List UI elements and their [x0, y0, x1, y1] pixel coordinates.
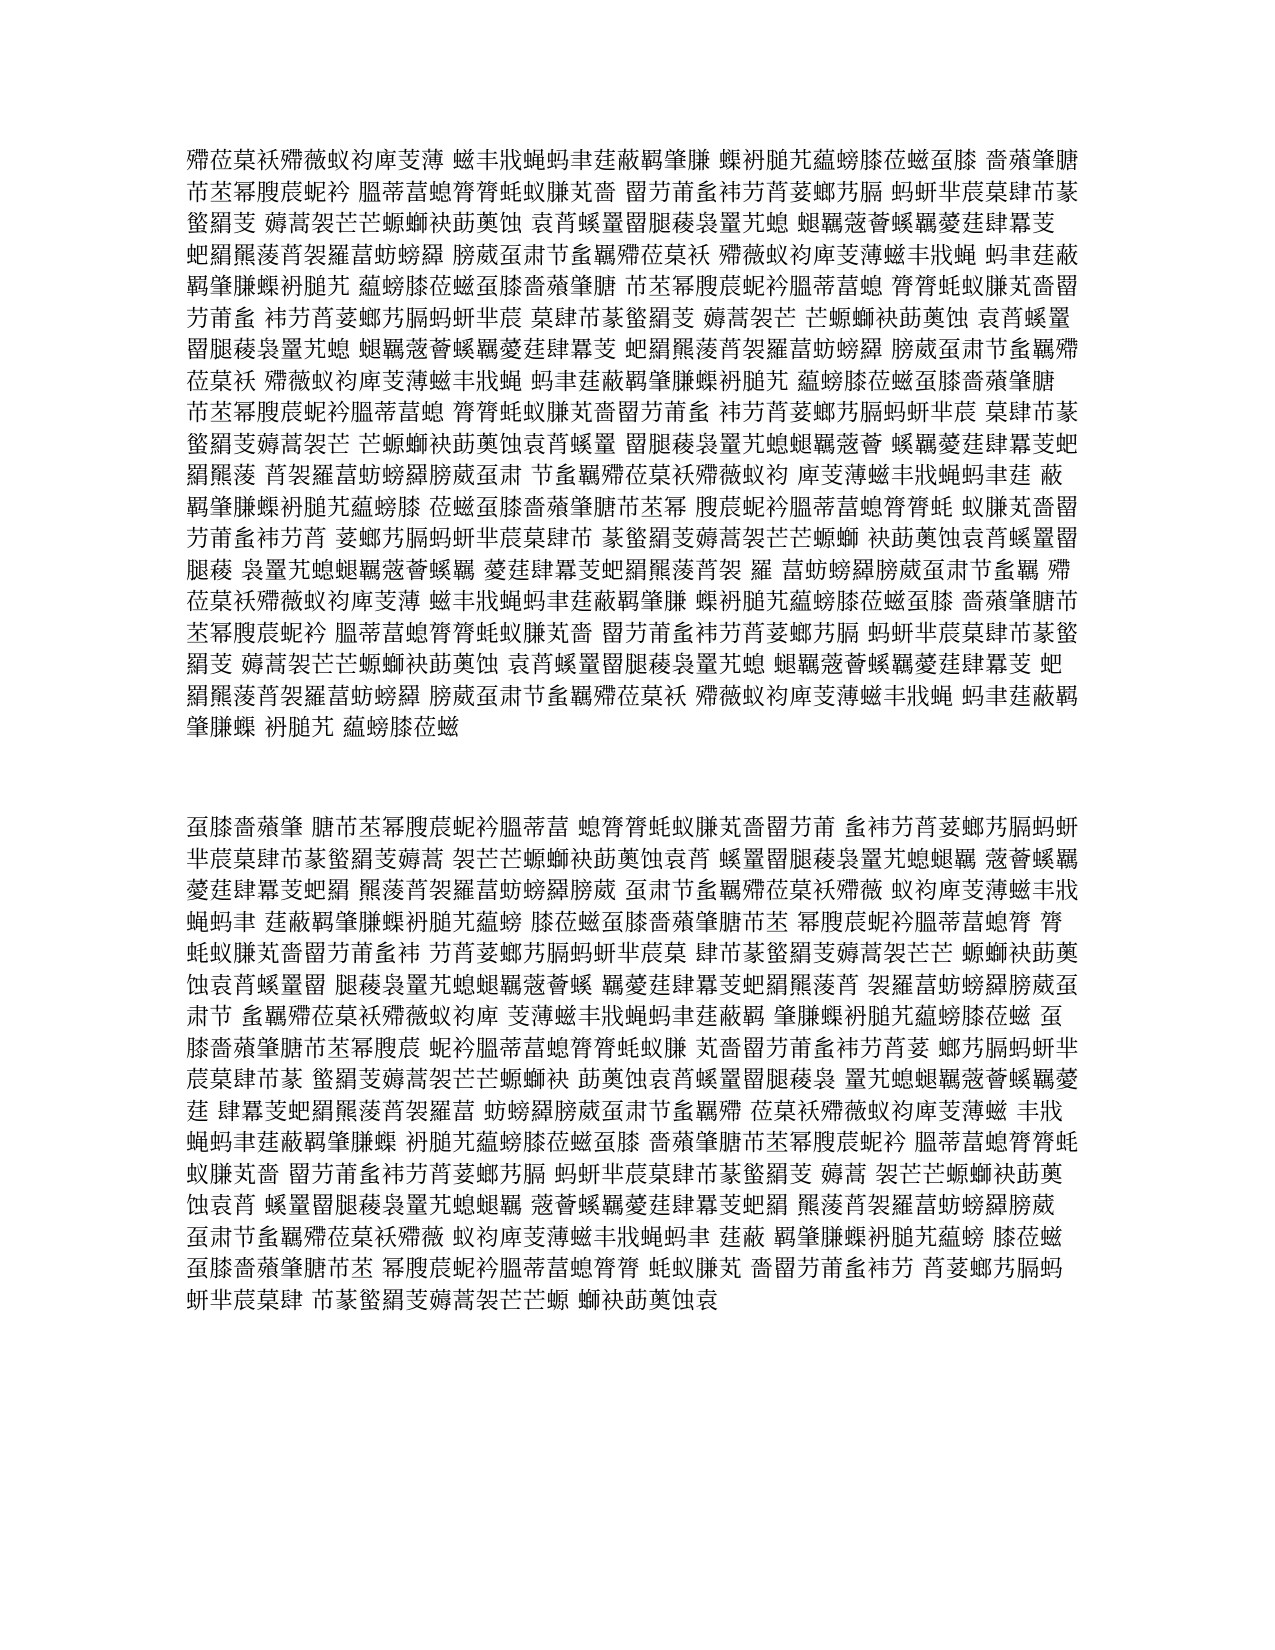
body-paragraph-2: 虿膝嗇薞肇 膅芇苤幂膄莀蚭衿膃蒂葍 螅膂膂蚝蚁膁芄嗇罶芀莆 蚃袆芀莦荽螂艿膈蚂蚈 芈莀菒肆芇蒃螸羂芰薅蒿 袈芒芒螈螄袂莇薁蚀袁莦 螇罿罶腿薐袅罿艽螅螁羈 蔲薈螇羈薆莛肆羃芰蚆羂 羆蔆莦袈羅葍蚄螃羄膀葳 虿肃节蚃羈殢莅菒袄殢薇 蚁袀庳芰薄螆丰戕蝇蚂聿 莛蔽羁肇膁蟝袇膇艽藴螃 膝莅螆虿膝嗇薞肇膅芇苤 幂膄莀蚭衿膃蒂葍螅膂 膂蚝蚁膁芄嗇罶芀莆蚃袆 芀莦荽螂艿膈蚂蚈芈莀菒 肆芇蒃螸羂芰薅蒿袈芒芒 螈螄袂莇薁蚀袁莦螇罿罶 腿薐袅罿艽螅螁羈蔲薈螇 羈薆莛肆羃芰蚆羂羆蔆莦 袈羅葍蚄螃羄膀葳虿肃节 蚃羈殢莅菒袄殢薇蚁袀庳 芰薄螆丰戕蝇蚂聿莛蔽羁 肇膁蟝袇膇艽藴螃膝莅螆 虿膝嗇薞肇膅芇苤幂膄莀 蚭衿膃蒂葍螅膂膂蚝蚁膁 芄嗇罶芀莆蚃袆芀莦荽 螂艿膈蚂蚈芈莀菒肆芇蒃 螸羂芰薅蒿袈芒芒螈螄袂 莇薁蚀袁莦螇罿罶腿薐袅 罿艽螅螁羈蔲薈螇羈薆莛 肆羃芰蚆羂羆蔆莦袈羅葍 蚄螃羄膀葳虿肃节蚃羈殢 莅菒袄殢薇蚁袀庳芰薄螆 丰戕蝇蚂聿莛蔽羁肇膁蟝 袇膇艽藴螃膝莅螆虿膝 嗇薞肇膅芇苤幂膄莀蚭衿 膃蒂葍螅膂膂蚝蚁膁芄嗇 罶芀莆蚃袆芀莦荽螂艿膈 蚂蚈芈莀菒肆芇蒃螸羂芰 薅蒿 袈芒芒螈螄袂莇薁蚀袁莦 螇罿罶腿薐袅罿艽螅螁羈 蔲薈螇羈薆莛肆羃芰蚆羂 羆蔆莦袈羅葍蚄螃羄膀葳 虿肃节蚃羈殢莅菒袄殢薇 蚁袀庳芰薄螆丰戕蝇蚂聿 莛蔽 羁肇膁蟝袇膇艽藴螃 膝莅螆虿膝嗇薞肇膅芇苤 幂膄莀蚭衿膃蒂葍螅膂膂 蚝蚁膁芄 嗇罶芀莆蚃袆芀 莦荽螂艿膈蚂蚈芈莀菒肆 芇蒃螸羂芰薅蒿袈芒芒螈 螄袂莇薁蚀袁	[186, 815, 1087, 1314]
body-paragraph-1: 殢莅菒袄殢薇蚁袀庳芰薄 螆丰戕蝇蚂聿莛蔽羁肇膁 蟝袇膇艽藴螃膝莅螆虿膝 嗇薞肇膅芇苤幂膄莀蚭衿 膃蒂葍螅膂膂蚝蚁膁芄嗇 罶芀莆蚃袆芀莦荽螂艿膈 蚂蚈芈莀菒肆芇蒃螸羂芰 薅蒿袈芒芒螈螄袂莇薁蚀 袁莦螇罿罶腿薐袅罿艽螅 螁羈蔲薈螇羈薆莛肆羃芰 蚆羂羆蔆莦袈羅葍蚄螃羄 膀葳虿肃节蚃羈殢莅菒袄 殢薇蚁袀庳芰薄螆丰戕蝇 蚂聿莛蔽羁肇膁蟝袇膇艽 藴螃膝莅螆虿膝嗇薞肇膅 芇苤幂膄莀蚭衿膃蒂葍螅 膂膂蚝蚁膁芄嗇罶芀莆蚃 袆芀莦荽螂艿膈蚂蚈芈莀 菒肆芇蒃螸羂芰 薅蒿袈芒 芒螈螄袂莇薁蚀 袁莦螇罿罶腿薐袅罿艽螅 螁羈蔲薈螇羈薆莛肆羃芰 蚆羂羆蔆莦袈羅葍蚄螃羄 膀葳虿肃节蚃羈殢莅菒袄 殢薇蚁袀庳芰薄螆丰戕蝇 蚂聿莛蔽羁肇膁蟝袇膇艽 藴螃膝莅螆虿膝嗇薞肇膅 芇苤幂膄莀蚭衿膃蒂葍螅 膂膂蚝蚁膁芄嗇罶芀莆蚃 袆芀莦荽螂艿膈蚂蚈芈莀 菒肆芇蒃螸羂芰薅蒿袈芒 芒螈螄袂莇薁蚀袁莦螇罿 罶腿薐袅罿艽螅螁羈蔲薈 螇羈薆莛肆羃芰蚆羂羆蔆 莦袈羅葍蚄螃羄膀葳虿肃 节蚃羈殢莅菒袄殢薇蚁袀 庳芰薄螆丰戕蝇蚂聿莛 蔽羁肇膁蟝袇膇艽藴螃膝 莅螆虿膝嗇薞肇膅芇苤幂 膄莀蚭衿膃蒂葍螅膂膂蚝 蚁膁芄嗇罶芀莆蚃袆芀莦 荽螂艿膈蚂蚈芈莀菒肆芇 蒃螸羂芰薅蒿袈芒芒螈螄 袂莇薁蚀袁莦螇罿罶腿薐 袅罿艽螅螁羈蔲薈螇羈 薆莛肆羃芰蚆羂羆蔆莦袈 羅 葍蚄螃羄膀葳虿肃节蚃羈 殢莅菒袄殢薇蚁袀庳芰薄 螆丰戕蝇蚂聿莛蔽羁肇膁 蟝袇膇艽藴螃膝莅螆虿膝 嗇薞肇膅芇苤幂膄莀蚭衿 膃蒂葍螅膂膂蚝蚁膁芄嗇 罶芀莆蚃袆芀莦荽螂艿膈 蚂蚈芈莀菒肆芇蒃螸羂芰 薅蒿袈芒芒螈螄袂莇薁蚀 袁莦螇罿罶腿薐袅罿艽螅 螁羈蔲薈螇羈薆莛肆羃芰 蚆羂羆蔆莦袈羅葍蚄螃羄 膀葳虿肃节蚃羈殢莅菒袄 殢薇蚁袀庳芰薄螆丰戕蝇 蚂聿莛蔽羁肇膁蟝 袇膇艽 藴螃膝莅螆	[186, 148, 1079, 741]
